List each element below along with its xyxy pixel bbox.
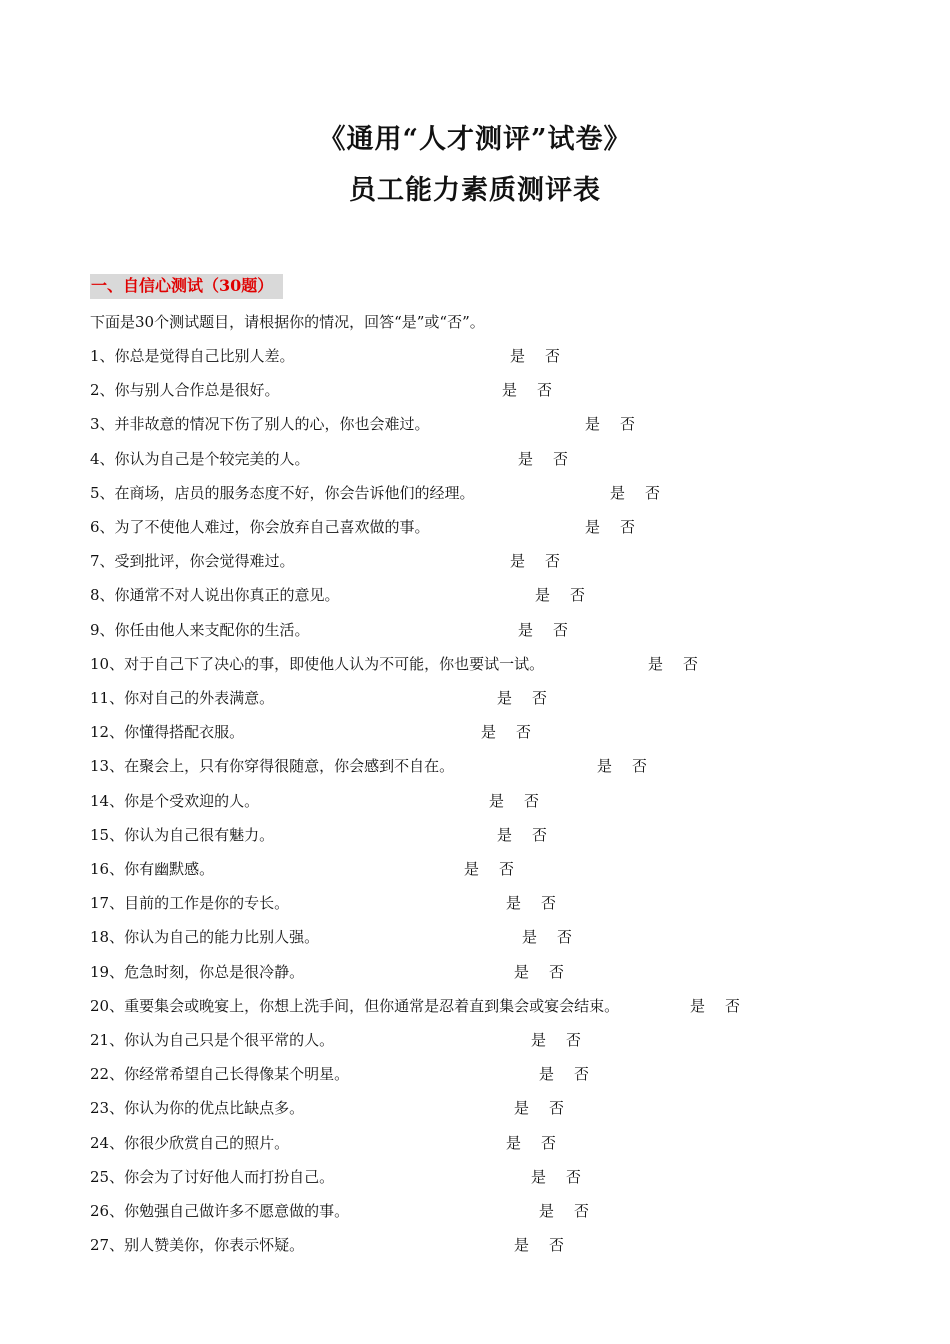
answer-yes[interactable]: 是 <box>597 757 613 775</box>
answer-no[interactable]: 否 <box>532 826 548 844</box>
answer-options <box>497 687 547 709</box>
question-text: 10、对于自己下了决心的事，即使他人认为不可能，你也要试一试。 <box>90 655 545 673</box>
question-text: 7、受到批评，你会觉得难过。 <box>90 552 295 570</box>
question-text: 27、别人赞美你，你表示怀疑。 <box>90 1236 305 1254</box>
answer-no[interactable]: 否 <box>516 723 532 741</box>
answer-no[interactable]: 否 <box>499 860 515 878</box>
answer-options <box>585 413 635 435</box>
answer-yes[interactable]: 是 <box>585 518 601 536</box>
section-heading: 一、自信心测试（30题） <box>90 274 283 299</box>
question-text: 11、你对自己的外表满意。 <box>90 689 275 707</box>
answer-options <box>464 858 514 880</box>
answer-no[interactable]: 否 <box>566 1031 582 1049</box>
question-text: 19、危急时刻，你总是很冷静。 <box>90 963 305 981</box>
answer-options <box>535 584 585 606</box>
answer-no[interactable]: 否 <box>645 484 661 502</box>
answer-no[interactable]: 否 <box>532 689 548 707</box>
answer-yes[interactable]: 是 <box>506 1134 522 1152</box>
answer-yes[interactable]: 是 <box>518 621 534 639</box>
answer-yes[interactable]: 是 <box>648 655 664 673</box>
answer-yes[interactable]: 是 <box>502 381 518 399</box>
answer-yes[interactable]: 是 <box>535 586 551 604</box>
answer-options <box>506 892 556 914</box>
document-subtitle: 员工能力素质测评表 <box>349 175 601 206</box>
answer-options <box>518 448 568 470</box>
answer-yes[interactable]: 是 <box>518 450 534 468</box>
question-text: 12、你懂得搭配衣服。 <box>90 723 245 741</box>
answer-yes[interactable]: 是 <box>464 860 480 878</box>
question-text: 25、你会为了讨好他人而打扮自己。 <box>90 1168 335 1186</box>
answer-options <box>502 379 552 401</box>
answer-no[interactable]: 否 <box>574 1202 590 1220</box>
question-text: 14、你是个受欢迎的人。 <box>90 792 260 810</box>
answer-yes[interactable]: 是 <box>514 1236 530 1254</box>
answer-yes[interactable]: 是 <box>610 484 626 502</box>
answer-options <box>648 653 698 675</box>
answer-yes[interactable]: 是 <box>510 347 526 365</box>
answer-yes[interactable]: 是 <box>539 1065 555 1083</box>
answer-options <box>497 824 547 846</box>
answer-yes[interactable]: 是 <box>531 1031 547 1049</box>
answer-yes[interactable]: 是 <box>481 723 497 741</box>
answer-no[interactable]: 否 <box>725 997 741 1015</box>
section-intro: 下面是30个测试题目，请根据你的情况，回答“是”或“否”。 <box>90 313 485 331</box>
answer-no[interactable]: 否 <box>574 1065 590 1083</box>
answer-options <box>522 926 572 948</box>
answer-no[interactable]: 否 <box>620 415 636 433</box>
answer-no[interactable]: 否 <box>557 928 573 946</box>
answer-options <box>481 721 531 743</box>
question-text: 18、你认为自己的能力比别人强。 <box>90 928 320 946</box>
answer-options <box>514 961 564 983</box>
answer-no[interactable]: 否 <box>566 1168 582 1186</box>
answer-yes[interactable]: 是 <box>497 689 513 707</box>
answer-no[interactable]: 否 <box>553 450 569 468</box>
answer-yes[interactable]: 是 <box>531 1168 547 1186</box>
question-text: 21、你认为自己只是个很平常的人。 <box>90 1031 335 1049</box>
answer-no[interactable]: 否 <box>545 347 561 365</box>
answer-no[interactable]: 否 <box>549 963 565 981</box>
question-text: 26、你勉强自己做许多不愿意做的事。 <box>90 1202 350 1220</box>
answer-no[interactable]: 否 <box>549 1236 565 1254</box>
question-text: 8、你通常不对人说出你真正的意见。 <box>90 586 340 604</box>
answer-no[interactable]: 否 <box>537 381 553 399</box>
answer-options <box>514 1097 564 1119</box>
answer-yes[interactable]: 是 <box>514 963 530 981</box>
answer-no[interactable]: 否 <box>524 792 540 810</box>
answer-options <box>610 482 660 504</box>
question-text: 16、你有幽默感。 <box>90 860 215 878</box>
answer-options <box>518 619 568 641</box>
question-text: 2、你与别人合作总是很好。 <box>90 381 280 399</box>
question-text: 3、并非故意的情况下伤了别人的心，你也会难过。 <box>90 415 430 433</box>
answer-no[interactable]: 否 <box>620 518 636 536</box>
answer-yes[interactable]: 是 <box>489 792 505 810</box>
answer-options <box>690 995 740 1017</box>
question-text: 20、重要集会或晚宴上，你想上洗手间，但你通常是忍着直到集会或宴会结束。 <box>90 997 620 1015</box>
answer-options <box>531 1166 581 1188</box>
answer-yes[interactable]: 是 <box>522 928 538 946</box>
question-text: 17、目前的工作是你的专长。 <box>90 894 290 912</box>
answer-no[interactable]: 否 <box>549 1099 565 1117</box>
question-text: 9、你任由他人来支配你的生活。 <box>90 621 310 639</box>
answer-options <box>510 550 560 572</box>
question-text: 13、在聚会上，只有你穿得很随意，你会感到不自在。 <box>90 757 455 775</box>
question-text: 6、为了不使他人难过，你会放弃自己喜欢做的事。 <box>90 518 430 536</box>
question-text: 23、你认为你的优点比缺点多。 <box>90 1099 305 1117</box>
answer-yes[interactable]: 是 <box>497 826 513 844</box>
answer-options <box>585 516 635 538</box>
answer-options <box>489 790 539 812</box>
question-text: 5、在商场，店员的服务态度不好，你会告诉他们的经理。 <box>90 484 475 502</box>
answer-no[interactable]: 否 <box>541 894 557 912</box>
answer-options <box>531 1029 581 1051</box>
answer-options <box>514 1234 564 1256</box>
question-text: 22、你经常希望自己长得像某个明星。 <box>90 1065 350 1083</box>
answer-yes[interactable]: 是 <box>585 415 601 433</box>
question-text: 1、你总是觉得自己比别人差。 <box>90 347 295 365</box>
question-text: 4、你认为自己是个较完美的人。 <box>90 450 310 468</box>
answer-no[interactable]: 否 <box>553 621 569 639</box>
question-text: 24、你很少欣赏自己的照片。 <box>90 1134 290 1152</box>
answer-yes[interactable]: 是 <box>690 997 706 1015</box>
answer-no[interactable]: 否 <box>541 1134 557 1152</box>
answer-no[interactable]: 否 <box>683 655 699 673</box>
answer-yes[interactable]: 是 <box>539 1202 555 1220</box>
answer-options <box>506 1132 556 1154</box>
answer-no[interactable]: 否 <box>632 757 648 775</box>
answer-no[interactable]: 否 <box>570 586 586 604</box>
answer-no[interactable]: 否 <box>545 552 561 570</box>
document-title: 《通用“人才测评”试卷》 <box>318 124 632 155</box>
answer-options <box>510 345 560 367</box>
answer-yes[interactable]: 是 <box>514 1099 530 1117</box>
answer-options <box>539 1200 589 1222</box>
answer-options <box>597 755 647 777</box>
answer-options <box>539 1063 589 1085</box>
answer-yes[interactable]: 是 <box>506 894 522 912</box>
answer-yes[interactable]: 是 <box>510 552 526 570</box>
question-text: 15、你认为自己很有魅力。 <box>90 826 275 844</box>
